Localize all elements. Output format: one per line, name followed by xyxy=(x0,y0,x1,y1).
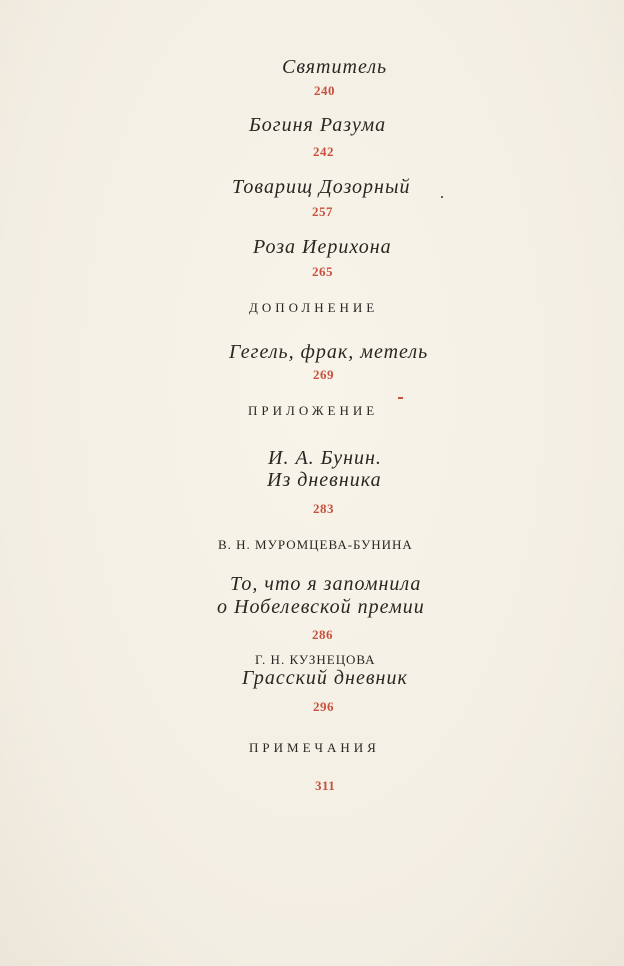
red-speck xyxy=(398,397,403,399)
section-heading-notes: ПРИМЕЧАНИЯ xyxy=(249,740,380,755)
section-heading-appendix: ПРИЛОЖЕНИЕ xyxy=(248,403,379,418)
toc-page-2: 242 xyxy=(313,144,334,159)
appendix-title-2-line1: То, что я запомнила xyxy=(230,573,422,595)
appendix-author-1: И. А. Бунин. xyxy=(268,447,382,469)
appendix-author-2: В. Н. МУРОМЦЕВА-БУНИНА xyxy=(218,537,413,552)
appendix-title-1: Из дневника xyxy=(267,469,382,491)
appendix-title-3: Грасский дневник xyxy=(242,667,408,689)
toc-page-3: 257 xyxy=(312,204,333,219)
toc-title-1: Святитель xyxy=(282,56,388,78)
toc-title-4: Роза Иерихона xyxy=(253,236,392,258)
toc-title-supplement: Гегель, фрак, метель xyxy=(229,341,429,363)
appendix-page-3: 296 xyxy=(313,699,334,714)
appendix-page-1: 283 xyxy=(313,501,334,516)
toc-page-4: 265 xyxy=(312,264,333,279)
toc-title-3: Товарищ Дозорный xyxy=(232,176,411,198)
appendix-author-3: Г. Н. КУЗНЕЦОВА xyxy=(255,652,376,667)
section-heading-supplement: ДОПОЛНЕНИЕ xyxy=(249,300,379,315)
notes-page: 311 xyxy=(315,778,336,793)
appendix-title-2-line2: о Нобелевской премии xyxy=(217,596,425,618)
toc-title-2: Богиня Разума xyxy=(249,114,387,136)
appendix-page-2: 286 xyxy=(312,627,333,642)
toc-page-1: 240 xyxy=(314,83,335,98)
ink-speck xyxy=(441,196,443,198)
toc-page-supplement: 269 xyxy=(313,367,334,382)
